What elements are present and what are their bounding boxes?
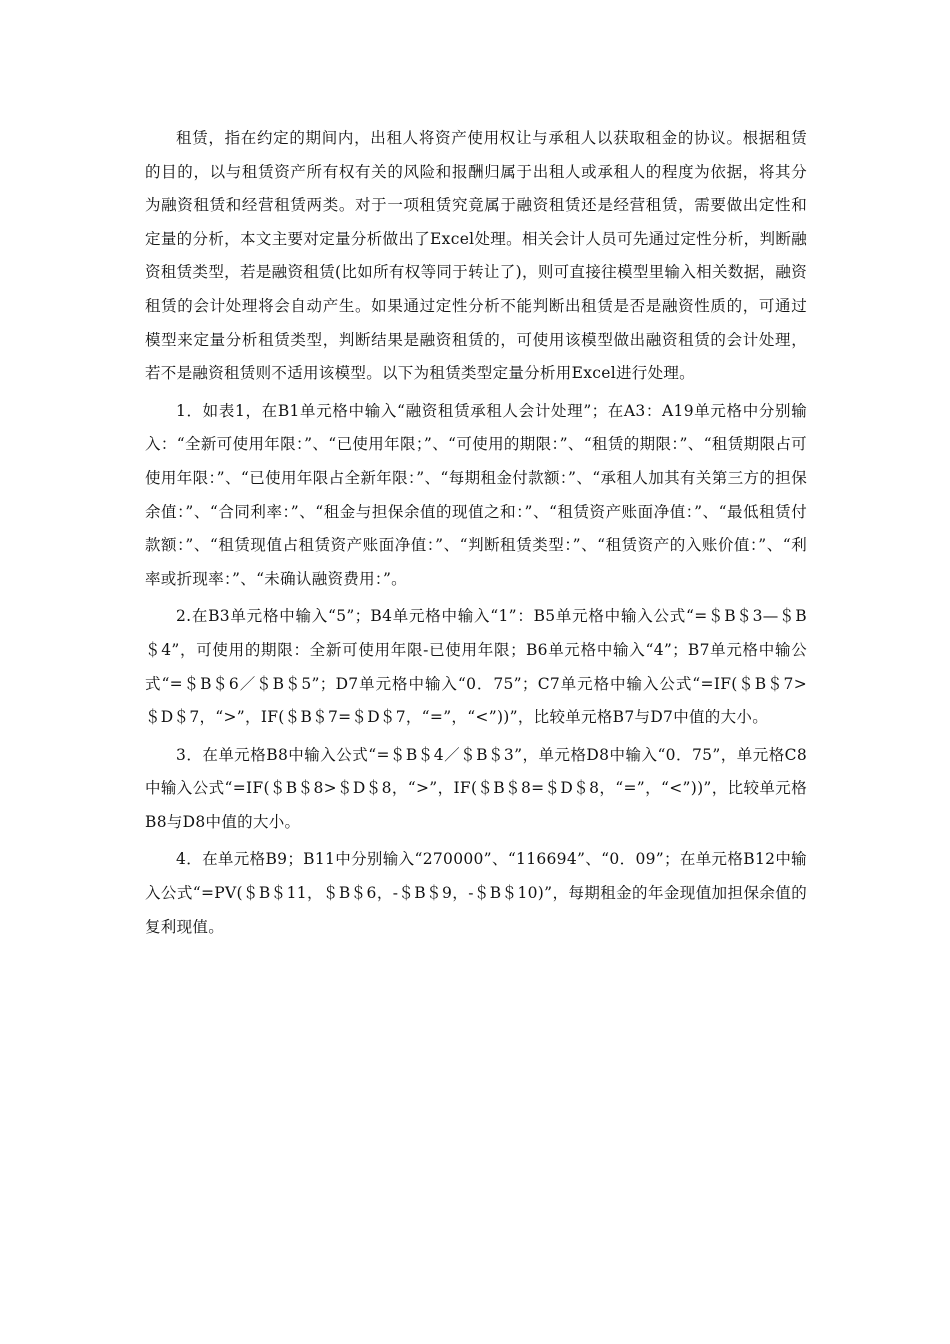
paragraph-step-4: 4．在单元格B9；B11中分别输入“270000”、“116694”、“0．09”；在单元格B12中输入公式“=PV(＄B＄11，＄B＄6，-＄B＄9，-＄B＄10)”，每期租金的年金现值加担保余值的复利现值。 — [145, 850, 807, 936]
paragraph-step-2: 2.在B3单元格中输入“5”；B4单元格中输入“1”：B5单元格中输入公式“=＄B＄3—＄B＄4”，可使用的期限：全新可使用年限-已使用年限；B6单元格中输入“4”；B7单元格中输公式“=＄B＄6／＄B＄5”；D7单元格中输入“0．75”；C7单元格中输入公式“=IF(＄B＄7>＄D＄7，“>”，IF(＄B＄7=＄D＄7，“=”，“<”))”，比较单元格B7与D7中值的大小。 — [145, 607, 807, 727]
document-body — [145, 122, 807, 948]
paragraph-step-1: 1．如表1，在B1单元格中输入“融资租赁承租人会计处理”；在A3：A19单元格中分别输入：“全新可使用年限：”、“已使用年限；”、“可使用的期限：”、“租赁的期限：”、“租赁期限占可使用年限：”、“已使用年限占全新年限：”、“每期租金付款额：”、“承租人加其有关第三方的担保余值：”、“合同利率：”、“租金与担保余值的现值之和：”、“租赁资产账面净值：”、“最低租赁付款额：”、“租赁现值占租赁资产账面净值：”、“判断租赁类型：”、“租赁资产的入账价值：”、“利率或折现率：”、“未确认融资费用：”。 — [145, 401, 807, 588]
paragraph-intro: 租赁，指在约定的期间内，出租人将资产使用权让与承租人以获取租金的协议。根据租赁的目的，以与租赁资产所有权有关的风险和报酬归属于出租人或承租人的程度为依据，将其分为融资租赁和经营租赁两类。对于一项租赁究竟属于融资租赁还是经营租赁，需要做出定性和定量的分析，本文主要对定量分析做出了Excel处理。相关会计人员可先通过定性分析，判断融资租赁类型，若是融资租赁(比如所有权等同于转让了)，则可直接往模型里输入相关数据，融资租赁的会计处理将会自动产生。如果通过定性分析不能判断出租赁是否是融资性质的，可通过模型来定量分析租赁类型，判断结果是融资租赁的，可使用该模型做出融资租赁的会计处理，若不是融资租赁则不适用该模型。以下为租赁类型定量分析用Excel进行处理。 — [145, 129, 807, 383]
paragraph-step-3: 3．在单元格B8中输入公式“=＄B＄4／＄B＄3”，单元格D8中输入“0．75”，单元格C8中输入公式“=IF(＄B＄8>＄D＄8，“>”，IF(＄B＄8=＄D＄8，“=”，“<”))”，比较单元格B8与D8中值的大小。 — [145, 745, 807, 831]
